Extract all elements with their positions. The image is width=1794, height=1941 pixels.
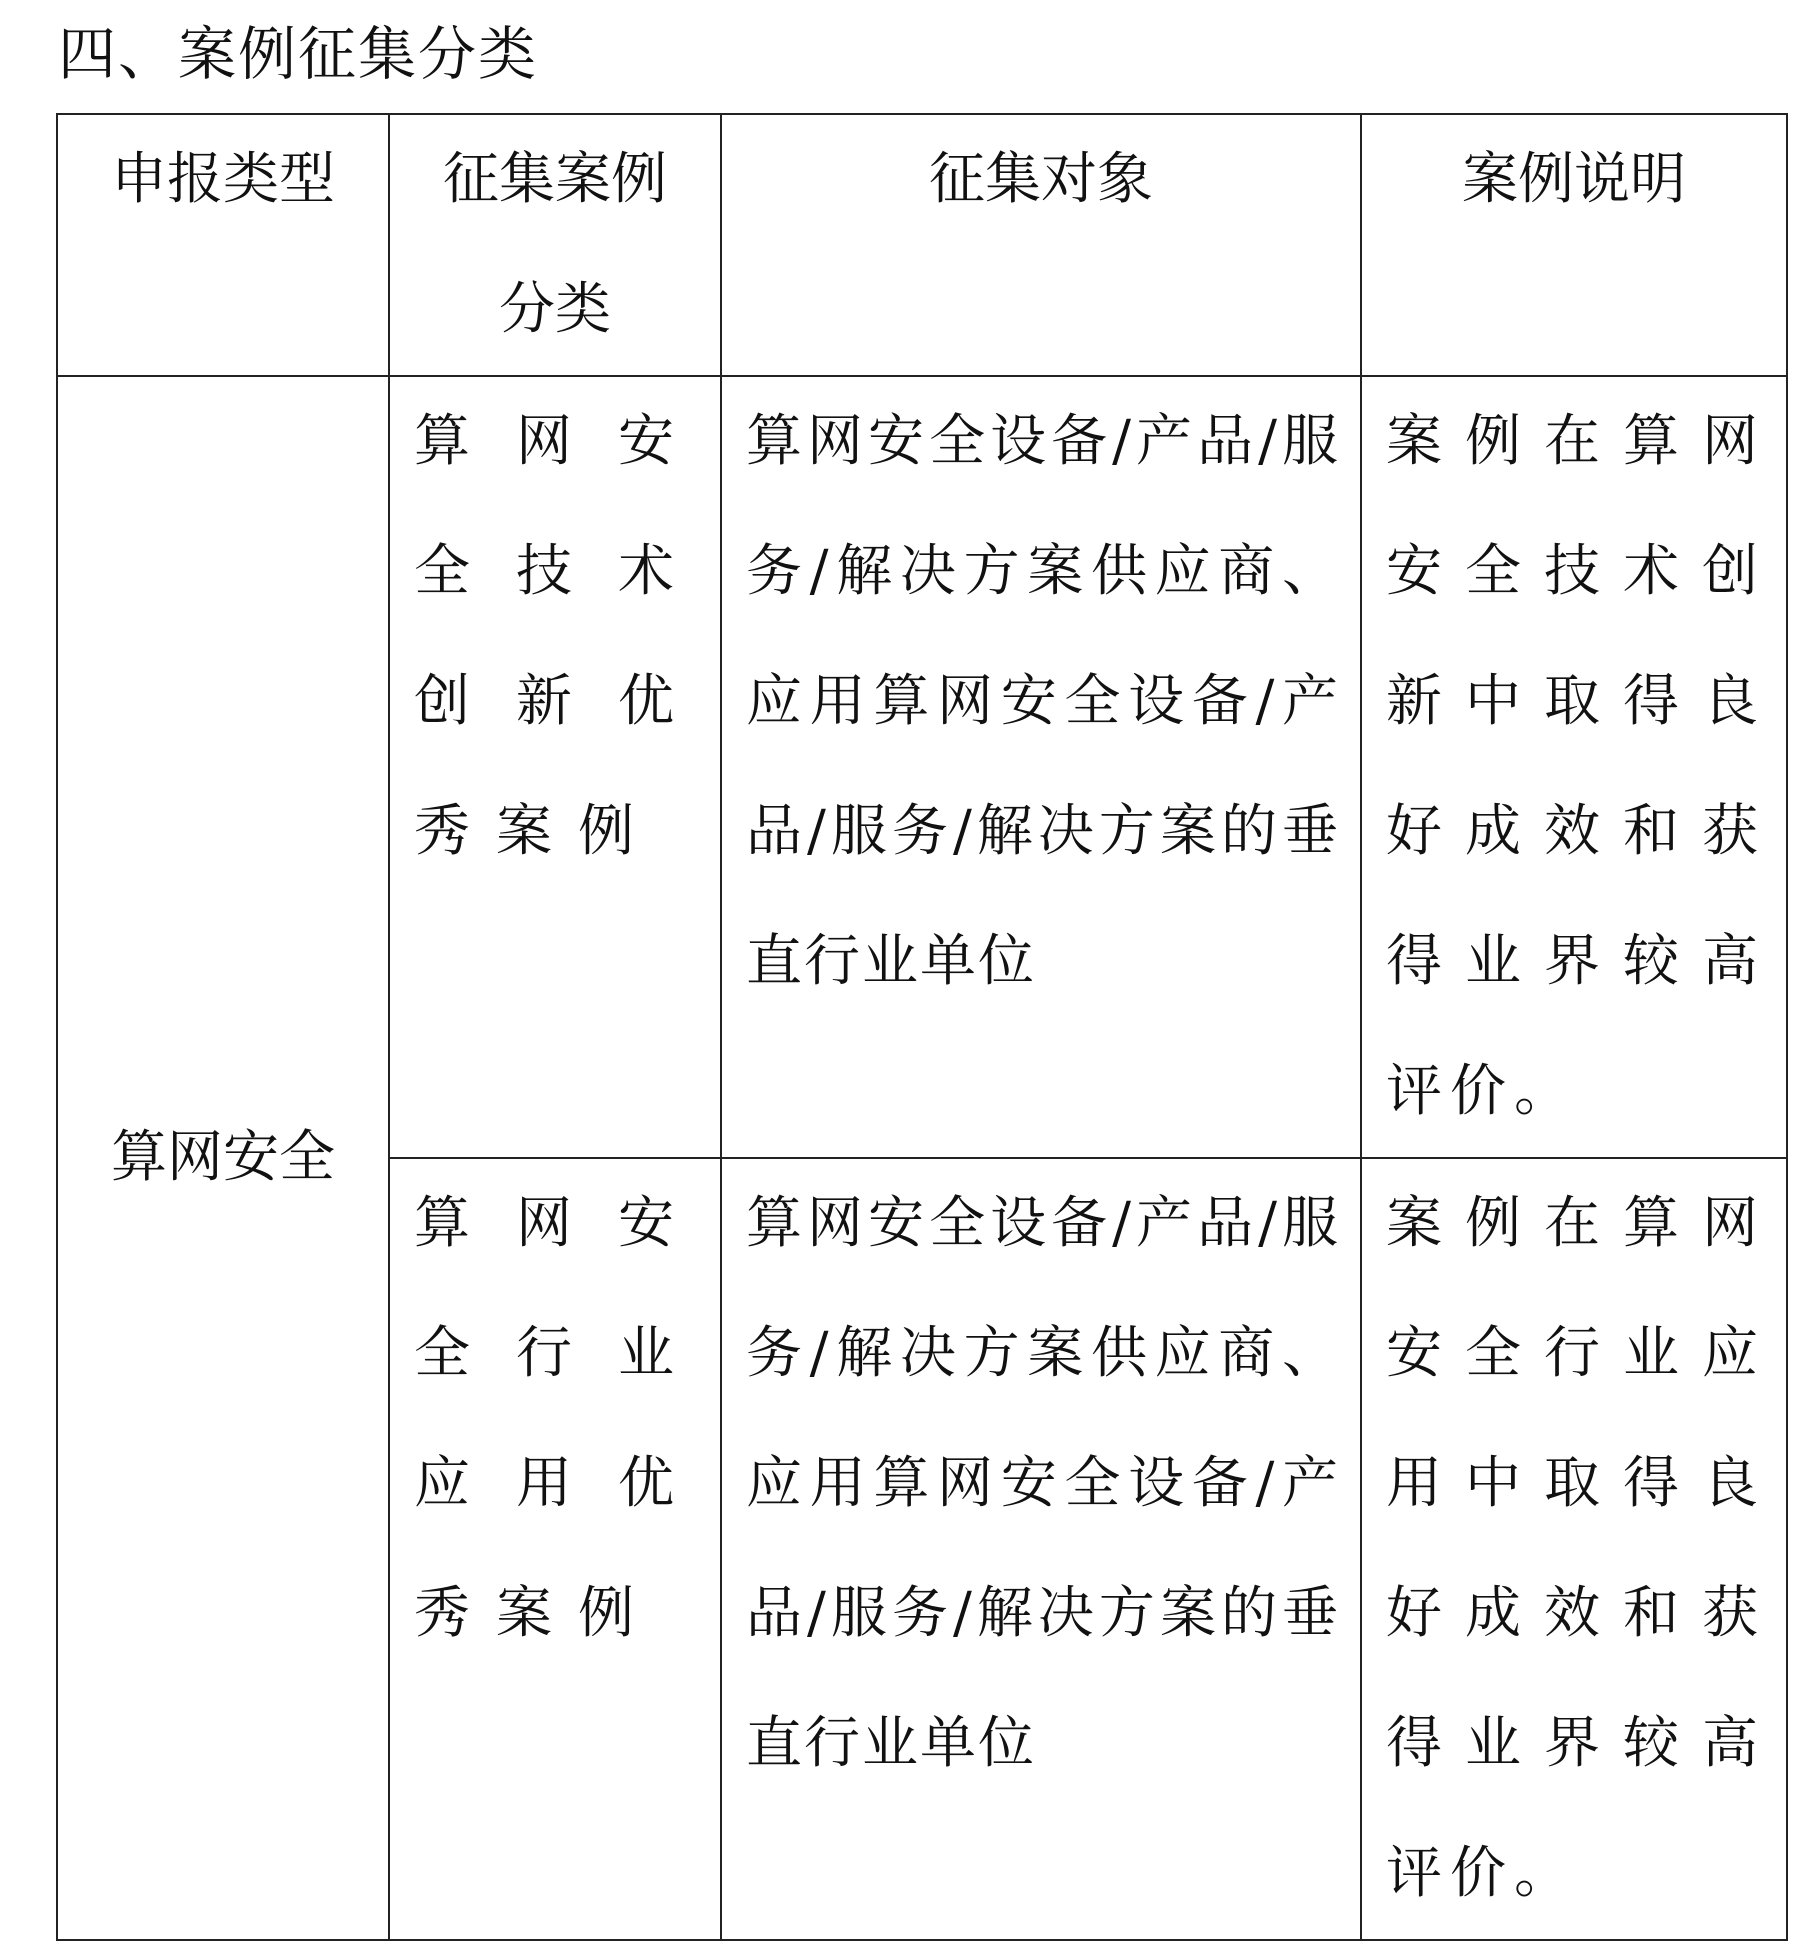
- header-case-category: 征集案例分类: [389, 114, 721, 376]
- header-collection-target: 征集对象: [721, 114, 1361, 376]
- section-title: 四、案例征集分类: [58, 20, 539, 88]
- table-row: [57, 376, 1787, 1158]
- case-description-cell: 案例在算网安全技术创新中取得良好成效和获得业界较高评价。: [1361, 376, 1787, 1158]
- case-description-cell: 案例在算网安全行业应用中取得良好成效和获得业界较高评价。: [1361, 1158, 1787, 1940]
- table-header-row: [57, 114, 1787, 376]
- declaration-type-cell: 算网安全: [57, 376, 389, 1940]
- case-category-cell: 算网安全行业应用优秀案例: [389, 1158, 721, 1940]
- case-collection-table: [56, 113, 1788, 1941]
- case-category-cell: 算网安全技术创新优秀案例: [389, 376, 721, 1158]
- collection-target-cell: 算网安全设备/产品/服务/解决方案供应商、应用算网安全设备/产品/服务/解决方案的垂直行业单位: [721, 376, 1361, 1158]
- collection-target-cell: 算网安全设备/产品/服务/解决方案供应商、应用算网安全设备/产品/服务/解决方案的垂直行业单位: [721, 1158, 1361, 1940]
- header-case-description: 案例说明: [1361, 114, 1787, 376]
- header-declaration-type: 申报类型: [57, 114, 389, 376]
